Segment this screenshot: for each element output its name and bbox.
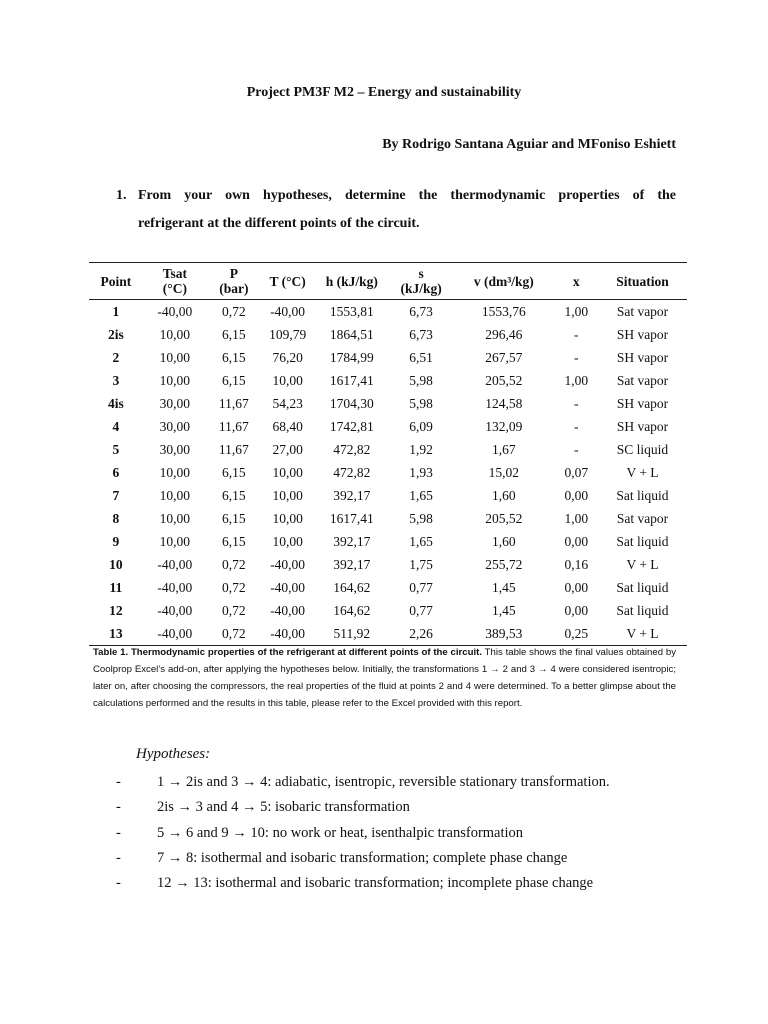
header-line1: T (°C) <box>269 273 306 289</box>
header-line1: Situation <box>616 273 669 289</box>
cell-pressure: 6,15 <box>222 487 246 503</box>
cell-point: 13 <box>109 625 123 641</box>
cell-specific-volume: 15,02 <box>488 464 520 480</box>
cell-tsat: -40,00 <box>157 556 193 572</box>
hypothesis-item <box>112 846 672 871</box>
cell-temperature: -40,00 <box>270 579 306 595</box>
cell-entropy: 1,93 <box>409 464 433 480</box>
cell-enthalpy: 1617,41 <box>329 372 374 388</box>
cell-specific-volume: 1,60 <box>492 487 516 503</box>
cell-quality: 1,00 <box>564 303 589 319</box>
table-row <box>89 461 687 484</box>
cell-tsat: -40,00 <box>157 602 193 618</box>
cell-point: 5 <box>112 441 120 457</box>
column-header-situation <box>598 263 687 300</box>
cell-tsat: -40,00 <box>157 625 193 641</box>
cell-quality: - <box>574 395 579 411</box>
cell-temperature: 109,79 <box>269 326 307 342</box>
cell-pressure: 6,15 <box>222 372 246 388</box>
cell-quality: 0,00 <box>564 602 589 618</box>
cell-situation: Sat liquid <box>616 487 669 503</box>
header-line1: P <box>229 266 238 281</box>
header-line1: s <box>418 266 424 281</box>
cell-tsat: 10,00 <box>159 510 191 526</box>
hypothesis-item <box>112 871 672 896</box>
cell-enthalpy: 392,17 <box>333 487 371 503</box>
cell-quality: - <box>574 418 579 434</box>
question-text-line2: refrigerant at the different points of the circuit. <box>138 216 420 231</box>
cell-temperature: 27,00 <box>272 441 303 457</box>
column-header-point <box>89 263 143 300</box>
cell-situation: SC liquid <box>616 441 669 457</box>
cell-enthalpy: 164,62 <box>333 579 371 595</box>
hypothesis-text: 7 → 8: isothermal and isobaric transformation; complete phase change <box>157 849 568 866</box>
table-body <box>89 300 687 646</box>
table-row <box>89 369 687 392</box>
cell-situation: SH vapor <box>616 349 669 365</box>
cell-situation: SH vapor <box>616 395 669 411</box>
column-header-entropy <box>389 263 453 300</box>
cell-specific-volume: 132,09 <box>485 418 523 434</box>
cell-quality: - <box>574 349 579 365</box>
column-header-enthalpy <box>315 263 389 300</box>
cell-entropy: 6,09 <box>409 418 433 434</box>
cell-enthalpy: 1704,30 <box>329 395 374 411</box>
cell-situation: SH vapor <box>616 418 669 434</box>
cell-situation: Sat vapor <box>616 510 669 526</box>
cell-specific-volume: 1,67 <box>492 441 516 457</box>
cell-point: 4 <box>112 418 120 434</box>
cell-pressure: 11,67 <box>218 395 249 411</box>
cell-pressure: 6,15 <box>222 349 246 365</box>
cell-specific-volume: 205,52 <box>485 510 523 526</box>
table-row <box>89 392 687 415</box>
cell-specific-volume: 296,46 <box>485 326 523 342</box>
cell-pressure: 6,15 <box>222 533 246 549</box>
cell-temperature: 54,23 <box>272 395 303 411</box>
cell-enthalpy: 472,82 <box>333 464 371 480</box>
cell-specific-volume: 1,60 <box>492 533 516 549</box>
cell-specific-volume: 205,52 <box>485 372 523 388</box>
hypothesis-item <box>112 795 672 820</box>
cell-pressure: 0,72 <box>222 602 246 618</box>
table-row <box>89 530 687 553</box>
cell-specific-volume: 267,57 <box>485 349 523 365</box>
properties-table <box>89 262 687 646</box>
bullet-dash: - <box>116 849 121 866</box>
cell-point: 3 <box>112 372 120 388</box>
cell-entropy: 6,73 <box>409 326 433 342</box>
cell-entropy: 1,75 <box>409 556 433 572</box>
column-header-quality <box>555 263 598 300</box>
bullet-dash: - <box>116 875 121 892</box>
cell-tsat: 10,00 <box>159 349 191 365</box>
cell-temperature: 68,40 <box>272 418 303 434</box>
cell-enthalpy: 1617,41 <box>329 510 374 526</box>
cell-quality: - <box>574 441 579 457</box>
column-header-tsat <box>143 263 207 300</box>
hypothesis-item <box>112 770 672 795</box>
cell-enthalpy: 1864,51 <box>329 326 374 342</box>
hypothesis-text: 12 → 13: isothermal and isobaric transformation; incomplete phase change <box>157 875 594 892</box>
header-line1: Tsat <box>162 266 187 281</box>
cell-tsat: 10,00 <box>159 326 191 342</box>
cell-tsat: -40,00 <box>157 303 193 319</box>
hypothesis-text: 1 → 2is and 3 → 4: adiabatic, isentropic, reversible stationary transformation. <box>157 774 610 790</box>
question-1 <box>116 182 676 238</box>
cell-tsat: 10,00 <box>159 464 191 480</box>
cell-entropy: 1,65 <box>409 533 433 549</box>
cell-point: 7 <box>112 487 120 503</box>
cell-pressure: 6,15 <box>222 326 246 342</box>
header-line2: (°C) <box>162 281 187 296</box>
cell-point: 8 <box>112 510 120 526</box>
cell-tsat: 30,00 <box>159 418 191 434</box>
cell-enthalpy: 392,17 <box>333 556 371 572</box>
question-text-line1: From your own hypotheses, determine the thermodynamic properties of the <box>138 188 676 203</box>
cell-temperature: -40,00 <box>270 625 306 641</box>
cell-enthalpy: 511,92 <box>333 625 371 641</box>
cell-quality: 0,00 <box>564 579 589 595</box>
header-line1: Point <box>100 273 132 289</box>
column-header-specific-volume <box>453 263 554 300</box>
cell-situation: V + L <box>626 625 659 641</box>
cell-situation: Sat vapor <box>616 372 669 388</box>
cell-enthalpy: 164,62 <box>333 602 371 618</box>
cell-point: 1 <box>112 303 120 319</box>
cell-specific-volume: 389,53 <box>485 625 523 641</box>
table-row <box>89 576 687 599</box>
cell-quality: 0,00 <box>564 533 589 549</box>
cell-quality: 1,00 <box>564 510 589 526</box>
table-row <box>89 323 687 346</box>
cell-specific-volume: 124,58 <box>485 395 523 411</box>
cell-point: 12 <box>109 602 123 618</box>
table-caption <box>93 644 676 712</box>
cell-situation: V + L <box>626 556 659 572</box>
cell-point: 10 <box>109 556 123 572</box>
cell-specific-volume: 255,72 <box>485 556 523 572</box>
cell-entropy: 6,51 <box>409 349 433 365</box>
cell-entropy: 5,98 <box>409 395 433 411</box>
document-title: Project PM3F M2 – Energy and sustainability <box>246 85 522 100</box>
cell-point: 4is <box>108 395 124 411</box>
cell-situation: Sat liquid <box>616 579 669 595</box>
hypothesis-text: 5 → 6 and 9 → 10: no work or heat, isenthalpic transformation <box>157 824 524 841</box>
table-row <box>89 300 687 324</box>
cell-tsat: 30,00 <box>159 441 191 457</box>
header-line2: (kJ/kg) <box>400 281 442 296</box>
cell-tsat: 10,00 <box>159 487 191 503</box>
cell-quality: 0,16 <box>564 556 589 572</box>
cell-pressure: 0,72 <box>222 625 246 641</box>
cell-entropy: 2,26 <box>409 625 433 641</box>
table-row <box>89 415 687 438</box>
cell-temperature: 10,00 <box>272 487 303 503</box>
bullet-dash: - <box>116 799 121 816</box>
question-number: 1. <box>116 188 127 203</box>
cell-situation: Sat vapor <box>616 303 669 319</box>
cell-entropy: 5,98 <box>409 372 433 388</box>
table-row <box>89 599 687 622</box>
cell-entropy: 0,77 <box>409 579 433 595</box>
cell-enthalpy: 392,17 <box>333 533 371 549</box>
cell-enthalpy: 1784,99 <box>329 349 374 365</box>
table-header-row <box>89 263 687 300</box>
caption-title: Table 1. Thermodynamic properties of the refrigerant at different points of the circuit. <box>93 647 483 658</box>
cell-entropy: 1,65 <box>409 487 433 503</box>
cell-temperature: 10,00 <box>272 533 303 549</box>
cell-temperature: -40,00 <box>270 556 306 572</box>
bullet-dash: - <box>116 774 121 790</box>
cell-pressure: 0,72 <box>222 303 246 319</box>
table-row <box>89 553 687 576</box>
header-line1: v (dm³/kg) <box>473 273 534 289</box>
table-row <box>89 622 687 646</box>
bullet-dash: - <box>116 824 121 841</box>
hypotheses-heading: Hypotheses: <box>136 746 211 762</box>
cell-pressure: 0,72 <box>222 579 246 595</box>
cell-temperature: 10,00 <box>272 372 303 388</box>
column-header-temperature <box>261 263 315 300</box>
header-line1: x <box>572 273 580 289</box>
cell-situation: V + L <box>626 464 659 480</box>
cell-enthalpy: 1742,81 <box>329 418 374 434</box>
cell-tsat: 10,00 <box>159 372 191 388</box>
cell-temperature: -40,00 <box>270 303 306 319</box>
cell-quality: 0,25 <box>564 625 589 641</box>
table-row <box>89 346 687 369</box>
cell-entropy: 6,73 <box>409 303 433 319</box>
cell-quality: - <box>574 326 579 342</box>
cell-temperature: 10,00 <box>272 510 303 526</box>
caption-text: This table shows the final values obtained by Coolprop Excel’s add-on, after applying the hypotheses below. Initially, the transformations 1 → 2 and 3 → 4 were considered isentropic; later on, after choosing the compressors, the real properties of the fluid at points 2 and 4 were determined. To a better glimpse about the calculations performed and the results in this table, please refer to the Excel provided with this report. <box>93 647 676 709</box>
cell-pressure: 11,67 <box>218 418 249 434</box>
cell-pressure: 11,67 <box>218 441 249 457</box>
cell-enthalpy: 472,82 <box>333 441 371 457</box>
header-line2: (bar) <box>219 281 249 296</box>
cell-entropy: 5,98 <box>409 510 433 526</box>
cell-tsat: 10,00 <box>159 533 191 549</box>
cell-pressure: 6,15 <box>222 464 246 480</box>
column-header-pressure <box>207 263 261 300</box>
hypothesis-item <box>112 821 672 846</box>
cell-quality: 1,00 <box>564 372 589 388</box>
cell-temperature: 10,00 <box>272 464 303 480</box>
document-authors: By Rodrigo Santana Aguiar and MFoniso Eshiett <box>382 137 676 152</box>
table-row <box>89 507 687 530</box>
table-row <box>89 484 687 507</box>
cell-temperature: -40,00 <box>270 602 306 618</box>
cell-quality: 0,00 <box>564 487 589 503</box>
cell-tsat: -40,00 <box>157 579 193 595</box>
cell-specific-volume: 1,45 <box>492 602 516 618</box>
cell-pressure: 0,72 <box>222 556 246 572</box>
cell-point: 2is <box>108 326 124 342</box>
cell-specific-volume: 1553,76 <box>481 303 526 319</box>
hypothesis-text: 2is → 3 and 4 → 5: isobaric transformation <box>157 799 410 816</box>
cell-point: 9 <box>112 533 120 549</box>
cell-specific-volume: 1,45 <box>492 579 516 595</box>
cell-pressure: 6,15 <box>222 510 246 526</box>
header-line1: h (kJ/kg) <box>325 273 378 289</box>
cell-situation: Sat liquid <box>616 602 669 618</box>
cell-tsat: 30,00 <box>159 395 191 411</box>
cell-situation: SH vapor <box>616 326 669 342</box>
cell-enthalpy: 1553,81 <box>329 303 374 319</box>
cell-point: 11 <box>109 579 123 595</box>
cell-situation: Sat liquid <box>616 533 669 549</box>
cell-entropy: 0,77 <box>409 602 433 618</box>
cell-point: 2 <box>112 349 120 365</box>
hypotheses-list <box>112 770 672 896</box>
table-row <box>89 438 687 461</box>
cell-point: 6 <box>112 464 120 480</box>
cell-temperature: 76,20 <box>272 349 303 365</box>
cell-quality: 0,07 <box>564 464 589 480</box>
cell-entropy: 1,92 <box>409 441 433 457</box>
